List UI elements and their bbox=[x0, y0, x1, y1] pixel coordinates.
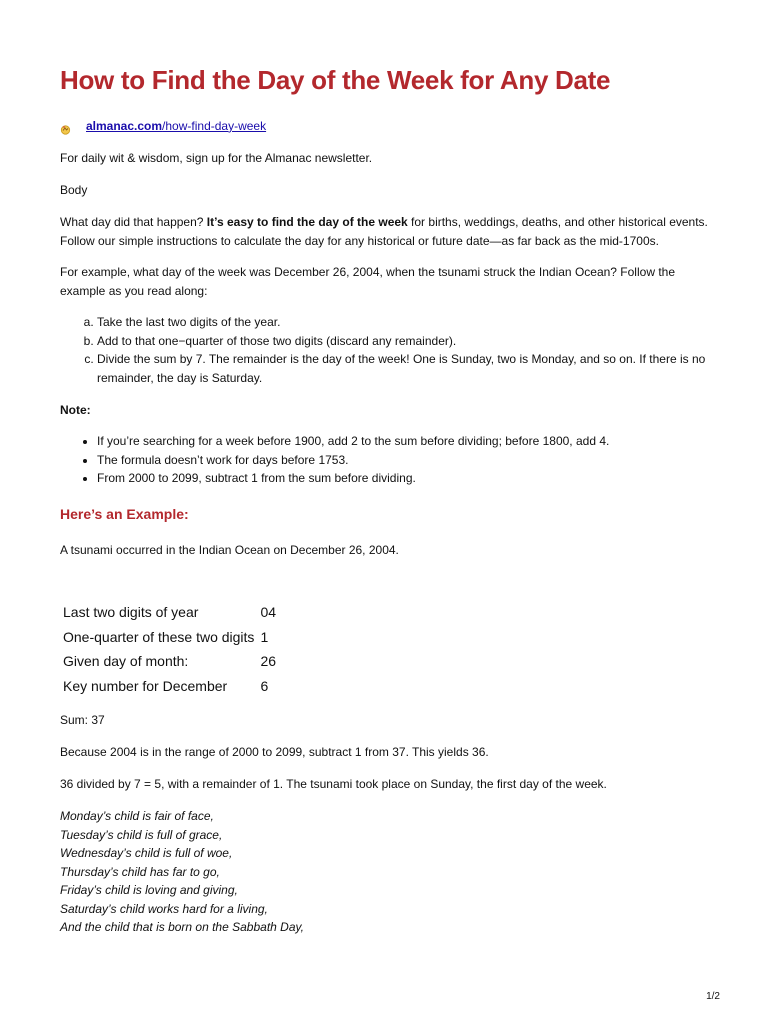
source-line bbox=[60, 117, 266, 135]
poem bbox=[60, 807, 304, 937]
source-link-domain: almanac.com bbox=[86, 118, 163, 133]
poem-line: Wednesday’s child is full of woe, bbox=[60, 846, 233, 860]
tsunami-line: A tsunami occurred in the Indian Ocean on December 26, 2004. bbox=[60, 543, 399, 557]
poem-line: Friday’s child is loving and giving, bbox=[60, 883, 238, 897]
table-row bbox=[60, 625, 279, 650]
step-item: a. Take the last two digits of the year. bbox=[97, 313, 737, 332]
intro-lead: What day did that happen? bbox=[60, 215, 207, 229]
note-item: • From 2000 to 2099, subtract 1 from the sum before dividing. bbox=[97, 469, 737, 488]
division-line: 36 divided by 7 = 5, with a remainder of 1. The tsunami took place on Sunday, the first day of the week. bbox=[60, 777, 607, 791]
source-link-path: /how-find-day-week bbox=[162, 118, 267, 133]
poem-line: Saturday’s child works hard for a living, bbox=[60, 901, 268, 916]
page-title: How to Find the Day of the Week for Any Date bbox=[60, 65, 611, 95]
example-heading: Here’s an Example: bbox=[60, 506, 189, 522]
source-link[interactable] bbox=[86, 117, 266, 136]
table-cell-value: 1 bbox=[260, 628, 269, 645]
step-item: b. Add to that one−quarter of those two digits (discard any remainder). bbox=[97, 332, 737, 351]
note-label-line bbox=[60, 401, 710, 420]
steps-list bbox=[60, 313, 737, 387]
newsletter-text: For daily wit & wisdom, sign up for the Almanac newsletter. bbox=[60, 151, 373, 165]
table-row bbox=[60, 649, 279, 674]
table-cell-label: Last two digits of year bbox=[63, 604, 199, 620]
table-cell-value: 26 bbox=[260, 653, 277, 669]
table-cell-value: 04 bbox=[260, 604, 277, 620]
sum-line: Sum: 37 bbox=[60, 713, 105, 727]
table-cell-value: 6 bbox=[260, 677, 269, 694]
calculation-table bbox=[60, 600, 279, 698]
almanac-favicon-icon bbox=[60, 124, 71, 135]
note-item: • If you’re searching for a week before 1900, add 2 to the sum before dividing; before 1800, add 4. bbox=[97, 432, 737, 451]
poem-line: And the child that is born on the Sabbath Day, bbox=[60, 920, 304, 934]
body-label: Body bbox=[60, 183, 88, 197]
poem-line: Monday’s child is fair of face, bbox=[60, 809, 214, 823]
intro-bold: It’s easy to find the day of the week bbox=[206, 215, 408, 229]
table-row bbox=[60, 674, 279, 699]
page-number: 1/2 bbox=[706, 991, 720, 1002]
table-cell-label: One-quarter of these two digits bbox=[63, 628, 255, 645]
note-item: • The formula doesn’t work for days before 1753. bbox=[97, 451, 737, 470]
range-line: Because 2004 is in the range of 2000 to 2099, subtract 1 from 37. This yields 36. bbox=[60, 745, 489, 759]
intro-rest: for births, weddings, deaths, and other historical events. Follow our simple instructions to calculate the day for any historical or future date—as far back as the mid-1700s. bbox=[60, 215, 708, 248]
step-item: c. Divide the sum by 7. The remainder is the day of the week! One is Sunday, two is Monday, and so on. If there is no remainder, the day is Saturday. bbox=[97, 350, 737, 387]
example-intro-paragraph: For example, what day of the week was December 26, 2004, when the tsunami struck the Indian Ocean? Follow the example as you read along: bbox=[60, 265, 675, 298]
notes-list bbox=[60, 432, 737, 488]
table-cell-label: Given day of month: bbox=[63, 653, 189, 669]
table-cell-label: Key number for December bbox=[63, 677, 228, 694]
poem-line: Tuesday’s child is full of grace, bbox=[60, 827, 223, 842]
note-label: Note: bbox=[60, 403, 91, 417]
intro-paragraph bbox=[60, 213, 710, 250]
poem-line: Thursday’s child has far to go, bbox=[60, 864, 220, 879]
table-row bbox=[60, 600, 279, 625]
